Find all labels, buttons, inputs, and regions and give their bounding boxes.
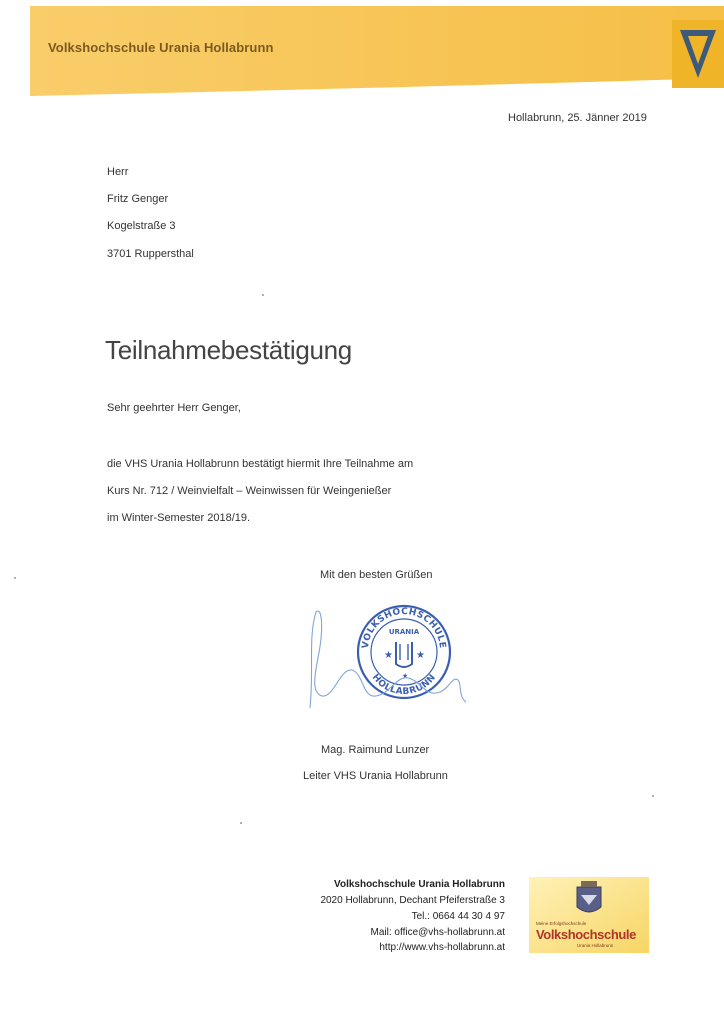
body-line-1: die VHS Urania Hollabrunn bestätigt hiermit Ihre Teilnahme am [107,458,414,470]
document-title: Teilnahmebestätigung [105,335,352,365]
recipient-salutation: Herr [107,166,129,178]
scan-speck [262,294,264,296]
stamp-text-middle: URANIA [388,628,420,636]
footer-phone: Tel.: 0664 44 30 4 97 [411,911,505,922]
signature-with-stamp [300,598,480,718]
svg-text:★: ★ [384,650,393,661]
footer-email: Mail: office@vhs-hollabrunn.at [370,927,505,938]
vhs-logo [672,20,724,88]
signer-role: Leiter VHS Urania Hollabrunn [303,770,448,782]
recipient-street: Kogelstraße 3 [107,220,176,232]
greeting: Sehr geehrter Herr Genger, [107,402,241,414]
organization-name: Volkshochschule Urania Hollabrunn [48,40,274,55]
svg-text:★: ★ [416,650,425,661]
stamp-text-top: VOLKSHOCHSCHULE [360,606,448,650]
footer-website: http://www.vhs-hollabrunn.at [379,942,505,953]
letter-date: Hollabrunn, 25. Jänner 2019 [508,112,647,124]
scan-speck [652,795,654,797]
scan-speck [240,822,242,824]
volkshochschule-logo [529,877,649,953]
stamp-text-bottom: HOLLABRUNN [369,672,439,698]
footer-address: 2020 Hollabrunn, Dechant Pfeiferstraße 3 [320,895,505,906]
footer-org-name: Volkshochschule Urania Hollabrunn [334,879,505,890]
scan-speck [14,577,16,579]
footer-logo-wordmark: Volkshochschule [536,927,636,942]
svg-text:★: ★ [402,673,409,680]
recipient-name: Fritz Genger [107,193,169,205]
signer-name: Mag. Raimund Lunzer [321,744,430,756]
recipient-city: 3701 Ruppersthal [107,248,194,260]
footer-logo-subtitle: Urania Hollabrunn [577,943,614,948]
body-line-2: Kurs Nr. 712 / Weinvielfalt – Weinwissen für Weingenießer [107,485,392,497]
body-line-3: im Winter-Semester 2018/19. [107,512,251,524]
footer-logo-tagline: Meine Erfolgshochschule [536,921,587,926]
closing-phrase: Mit den besten Grüßen [320,569,433,581]
official-stamp [358,606,450,698]
